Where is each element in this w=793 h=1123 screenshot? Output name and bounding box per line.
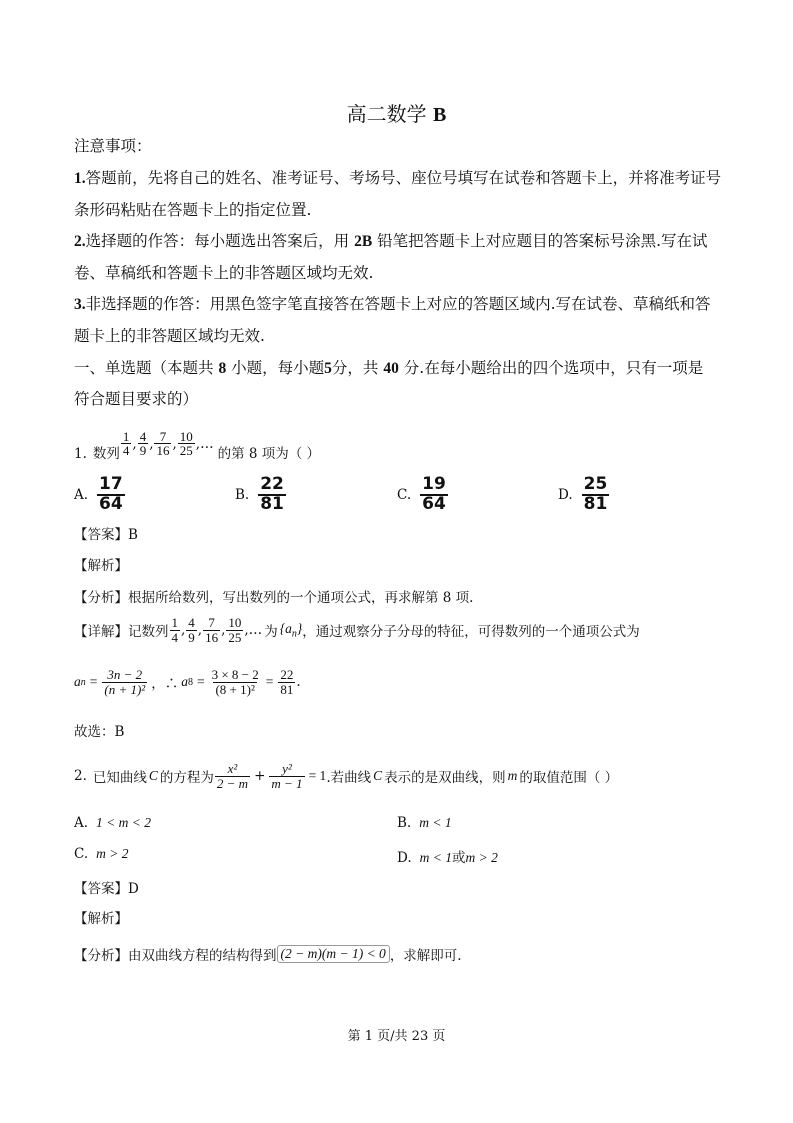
fraction: $\frac{\text{y²}}{m - 1}$ xyxy=(271,760,303,791)
fraction: $\frac{4}{9}$ xyxy=(188,614,195,645)
option-2a: A. 1 < m < 2 xyxy=(74,815,152,831)
fraction: $\frac{4}{9}$ xyxy=(139,428,147,459)
fraction: $\frac{10}{25}$ xyxy=(179,428,193,459)
detail-1: 【详解】记数列 $\frac{1}{4}$ , $\frac{4}{9}$ , $\frac{7}{16}$ , $\frac{10}{25}$ ,… 为 $\{a_n\}$ ，通过观察分子分母的特征，可得数列的一个通项公式为 xyxy=(74,614,640,645)
notice-item-1: 1.答题前，先将自己的姓名、准考证号、考场号、座位号填写在试卷和答题卡上，并将准考证号 xyxy=(74,169,722,187)
section-header-cont: 符合题目要求的） xyxy=(74,390,199,408)
option-1b: B. $\frac{22}{81}$ xyxy=(235,474,284,514)
option-1c: C. $\frac{19}{64}$ xyxy=(397,474,446,514)
fraction: $\frac{3n - 2}{\text{(n + 1)²}}$ xyxy=(104,666,146,697)
inequality-expression: (2 − m)(m − 1) < 0 xyxy=(277,945,390,963)
answer-1: 【答案】B xyxy=(74,527,138,543)
sequence-expression: $\frac{1}{4}$ , $\frac{4}{9}$ , $\frac{7}{16}$ , $\frac{10}{25}$ ,… xyxy=(122,428,214,459)
fraction: $\frac{10}{25}$ xyxy=(228,614,242,645)
page-footer: 第 1 页/共 23 页 xyxy=(347,1029,446,1044)
section-header: 一、单选题（本题共 8 小题，每小题5分，共 40 分.在每小题给出的四个选项中，只有一项是 xyxy=(74,359,704,377)
choice-1: 故选：B xyxy=(74,724,125,740)
fraction: $\frac{\text{x²}}{2 - m}$ xyxy=(216,760,249,791)
analysis-tag-1: 【解析】 xyxy=(74,558,128,574)
page-title: 高二数学 B xyxy=(346,102,447,126)
analysis-tag-2: 【解析】 xyxy=(74,911,128,927)
option-2c: C. m > 2 xyxy=(74,846,129,862)
notice-item-3: 3.非选择题的作答：用黑色签字笔直接答在答题卡上对应的答题区域内.写在试卷、草稿纸和答 xyxy=(74,295,711,313)
option-1d: D. $\frac{25}{81}$ xyxy=(558,474,608,514)
general-term-formula: a n = $\frac{3n - 2}{\text{(n + 1)²}}$ ，∴ a 8 = $\frac{3 \times 8 - 2}{\text{(8 + 1)²}}$ = $\frac{22}{81}$ . xyxy=(74,666,301,697)
notice-item-2-cont: 卷、草稿纸和答题卡上的非答题区域均无效. xyxy=(74,264,374,282)
answer-2: 【答案】D xyxy=(74,881,139,897)
option-fraction: $\frac{22}{81}$ xyxy=(260,474,284,514)
notice-item-3-cont: 题卡上的非答题区域均无效. xyxy=(74,327,265,345)
fraction: $\frac{22}{81}$ xyxy=(280,666,294,697)
analysis-summary-2: 【分析】由双曲线方程的结构得到 (2 − m)(m − 1) < 0 ，求解即可. xyxy=(74,946,462,964)
fraction: $\frac{1}{4}$ xyxy=(122,428,130,459)
option-fraction: $\frac{25}{81}$ xyxy=(583,474,608,514)
fraction: $\frac{7}{16}$ xyxy=(156,428,170,459)
option-2d: D. m < 1或m > 2 xyxy=(397,850,498,866)
option-fraction: $\frac{17}{64}$ xyxy=(99,474,123,514)
notice-item-2: 2.选择题的作答：每小题选出答案后，用 2B 铅笔把答题卡上对应题目的答案标号涂黑.写在试 xyxy=(74,232,708,250)
fraction: $\frac{7}{16}$ xyxy=(205,614,219,645)
question-2: 2. 已知曲线 C 的方程为 $\frac{\text{x²}}{2 - m}$ + $\frac{\text{y²}}{m - 1}$ = 1 .若曲线 C 表示的是双曲线，则 m 的取值范围（ ） xyxy=(74,760,619,791)
sequence-set: $\{a_n\}$ xyxy=(279,620,303,640)
notice-item-1-cont: 条形码粘贴在答题卡上的指定位置. xyxy=(74,201,312,219)
fraction: $\frac{3 \times 8 - 2}{\text{(8 + 1)²}}$ xyxy=(211,666,259,697)
fraction: $\frac{1}{4}$ xyxy=(171,614,178,645)
notice-heading: 注意事项： xyxy=(74,137,152,155)
question-1: 1. 数列 $\frac{1}{4}$ , $\frac{4}{9}$ , $\frac{7}{16}$ , $\frac{10}{25}$ ,… 的第 8 项为（ ） xyxy=(74,428,321,462)
option-fraction: $\frac{19}{64}$ xyxy=(422,474,446,514)
option-1a: A. $\frac{17}{64}$ xyxy=(74,474,123,514)
analysis-summary-1: 【分析】根据所给数列，写出数列的一个通项公式，再求解第 8 项. xyxy=(74,590,474,606)
option-2b: B. m < 1 xyxy=(397,815,452,831)
